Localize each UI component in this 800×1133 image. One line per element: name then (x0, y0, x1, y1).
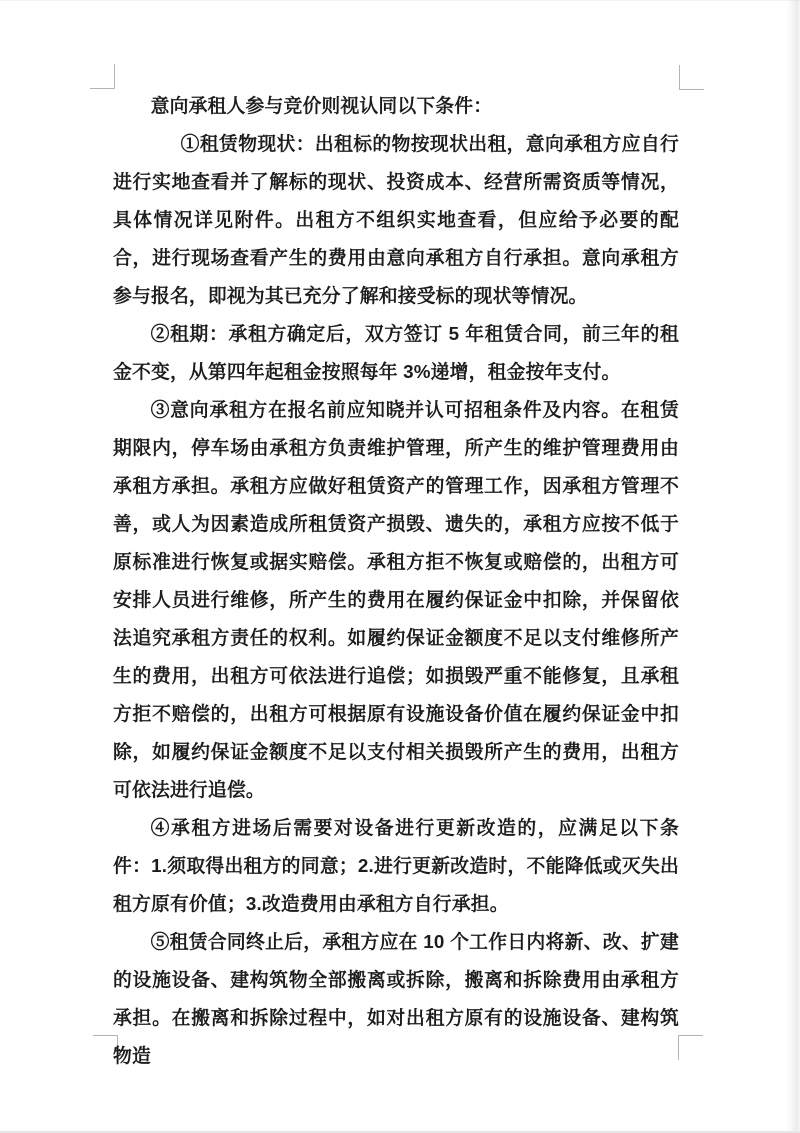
document-body (113, 87, 679, 1075)
paragraph-item-2: ②租期：承租方确定后，双方签订 5 年租赁合同，前三年的租金不变，从第四年起租金按照每年 3%递增，租金按年支付。 (113, 323, 679, 382)
crop-mark-top-left (90, 64, 115, 89)
paragraph-item-5: ⑤租赁合同终止后，承租方应在 10 个工作日内将新、改、扩建的设施设备、建构筑物全部搬离或拆除，搬离和拆除费用由承租方承担。在搬离和拆除过程中，如对出租方原有的设施设备、建构筑物造 (113, 931, 679, 1066)
crop-mark-top-right (679, 65, 704, 90)
page-right-edge-shadow (786, 0, 800, 1133)
paragraph-item-1: ①租赁物现状：出租标的物按现状出租，意向承租方应自行进行实地查看并了解标的现状、投资成本、经营所需资质等情况，具体情况详见附件。出租方不组织实地查看，但应给予必要的配合，进行现场查看产生的费用由意向承租方自行承担。意向承租方参与报名，即视为其已充分了解和接受标的现状等情况。 (113, 133, 679, 306)
paragraph-item-4: ④承租方进场后需要对设备进行更新改造的，应满足以下条件：1.须取得出租方的同意；2.进行更新改造时，不能降低或灭失出租方原有价值；3.改造费用由承租方自行承担。 (113, 817, 679, 914)
paragraph-item-3: ③意向承租方在报名前应知晓并认可招租条件及内容。在租赁期限内，停车场由承租方负责维护管理，所产生的维护管理费用由承租方承担。承租方应做好租赁资产的管理工作，因承租方管理不善，或人为因素造成所租赁资产损毁、遗失的，承租方应按不低于原标准进行恢复或据实赔偿。承租方拒不恢复或赔偿的，出租方可安排人员进行维修，所产生的费用在履约保证金中扣除，并保留依法追究承租方责任的权利。如履约保证金额度不足以支付维修所产生的费用，出租方可依法进行追偿；如损毁严重不能修复，且承租方拒不赔偿的，出租方可根据原有设施设备价值在履约保证金中扣除，如履约保证金额度不足以支付相关损毁所产生的费用，出租方可依法进行追偿。 (113, 399, 679, 800)
paragraph-intro: 意向承租人参与竞价则视认同以下条件： (150, 95, 493, 116)
crop-mark-bottom-right (678, 1035, 703, 1060)
page-top-edge (0, 0, 800, 1)
